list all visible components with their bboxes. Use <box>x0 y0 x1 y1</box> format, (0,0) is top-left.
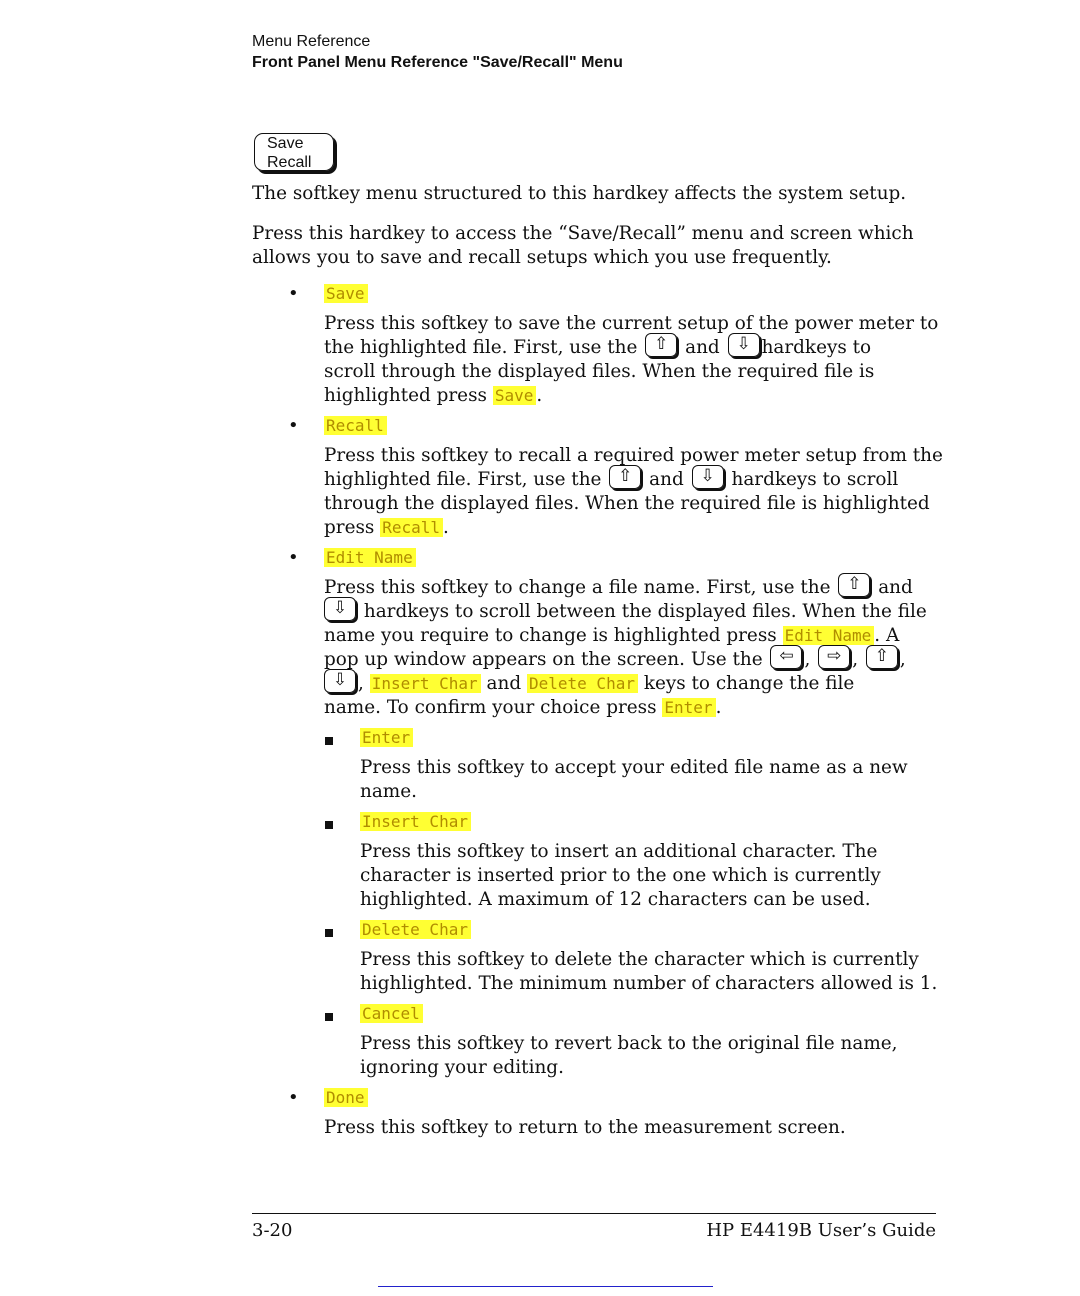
save-l2c: hardkeys to <box>761 337 872 358</box>
edit-l5 <box>324 672 854 696</box>
recall-softkey: Recall <box>324 416 387 435</box>
square-bullet-icon <box>325 737 333 745</box>
recall-l1: Press this softkey to recall a required power meter setup from the <box>324 445 943 466</box>
comma: , <box>899 649 906 670</box>
save-softkey-inline: Save <box>493 386 537 405</box>
save-softkey: Save <box>324 284 368 303</box>
up-arrow-key-icon: ⇧ <box>645 333 677 357</box>
up-arrow-key-icon: ⇧ <box>838 573 870 597</box>
edit-l2-text: hardkeys to scroll between the displayed files. When the file <box>363 601 927 622</box>
bullet-icon: • <box>288 1087 299 1108</box>
save-l1: Press this softkey to save the current setup of the power meter to <box>324 313 939 334</box>
bullet-icon: • <box>288 547 299 568</box>
edit-l3a: name you require to change is highlighted press <box>324 625 777 646</box>
recall-l4b: . <box>442 517 449 538</box>
edit-name-softkey-inline: Edit Name <box>783 626 875 645</box>
recall-l2b: and <box>649 469 684 490</box>
hardkey-line2: Recall <box>267 154 312 171</box>
comma: , <box>358 673 364 694</box>
recall-softkey-inline: Recall <box>380 518 443 537</box>
footer-rule <box>252 1213 936 1214</box>
save-l2 <box>324 336 871 360</box>
square-bullet-icon <box>325 929 333 937</box>
edit-l6 <box>324 696 721 720</box>
down-arrow-key-icon: ⇩ <box>324 597 356 621</box>
delete-l2: highlighted. The minimum number of characters allowed is 1. <box>360 973 938 994</box>
edit-name-softkey: Edit Name <box>324 548 416 567</box>
header-title: Front Panel Menu Reference "Save/Recall" Menu <box>252 54 623 71</box>
edit-l2 <box>324 600 927 624</box>
enter-l1: Press this softkey to accept your edited file name as a new <box>360 757 908 778</box>
cancel-l1: Press this softkey to revert back to the original file name, <box>360 1033 898 1054</box>
recall-l3: through the displayed files. When the required file is highlighted <box>324 493 930 514</box>
insert-char-softkey: Insert Char <box>360 812 471 831</box>
recall-l4a: press <box>324 517 375 538</box>
comma: , <box>852 649 859 670</box>
page-number: 3-20 <box>252 1220 293 1241</box>
edit-l1a: Press this softkey to change a file name. First, use the <box>324 577 831 598</box>
bullet-icon: • <box>288 283 299 304</box>
delete-char-softkey-inline: Delete Char <box>527 674 638 693</box>
delete-char-softkey: Delete Char <box>360 920 471 939</box>
cancel-softkey: Cancel <box>360 1004 423 1023</box>
intro-p2-l2: allows you to save and recall setups which you use frequently. <box>252 247 832 268</box>
edit-l6a: name. To confirm your choice press <box>324 697 657 718</box>
intro-p2-l1: Press this hardkey to access the “Save/Recall” menu and screen which <box>252 223 914 244</box>
edit-l5b: and <box>486 673 522 694</box>
recall-l2 <box>324 468 898 492</box>
up-arrow-key-icon: ⇧ <box>609 465 641 489</box>
header-section: Menu Reference <box>252 33 371 50</box>
edit-l5c: keys to change the file <box>643 673 855 694</box>
save-l3: scroll through the displayed files. When the required file is <box>324 361 875 382</box>
edit-l1b: and <box>878 577 913 598</box>
edit-l1 <box>324 576 913 600</box>
down-arrow-key-icon: ⇩ <box>728 333 760 357</box>
done-l1: Press this softkey to return to the measurement screen. <box>324 1117 846 1138</box>
guide-title: HP E4419B User’s Guide <box>706 1220 936 1241</box>
cancel-l2: ignoring your editing. <box>360 1057 564 1078</box>
done-softkey: Done <box>324 1088 368 1107</box>
save-l4 <box>324 384 542 408</box>
edit-l4 <box>324 648 906 672</box>
save-l4a: highlighted press <box>324 385 487 406</box>
hardkey-line1: Save <box>267 135 304 152</box>
recall-l2a: highlighted file. First, use the <box>324 469 602 490</box>
square-bullet-icon <box>325 1013 333 1021</box>
save-l4b: . <box>536 385 543 406</box>
recall-l2c: hardkeys to scroll <box>731 469 899 490</box>
intro-p1: The softkey menu structured to this hardkey affects the system setup. <box>252 183 907 204</box>
edit-l3 <box>324 624 899 648</box>
save-recall-hardkey <box>254 133 334 171</box>
right-arrow-key-icon: ⇨ <box>818 645 850 669</box>
enter-softkey-inline: Enter <box>662 698 715 717</box>
insert-char-softkey-inline: Insert Char <box>370 674 481 693</box>
enter-softkey: Enter <box>360 728 413 747</box>
save-l2b: and <box>685 337 720 358</box>
enter-l2: name. <box>360 781 417 802</box>
save-l2a: the highlighted file. First, use the <box>324 337 638 358</box>
edit-l4a: pop up window appears on the screen. Use the <box>324 649 763 670</box>
link-underline <box>378 1286 713 1287</box>
down-arrow-key-icon: ⇩ <box>692 465 724 489</box>
edit-l6b: . <box>715 697 722 718</box>
recall-l4 <box>324 516 449 540</box>
edit-l3b: . A <box>874 625 900 646</box>
up-arrow-key-icon: ⇧ <box>866 645 898 669</box>
down-arrow-key-icon: ⇩ <box>324 669 356 693</box>
comma: , <box>804 649 811 670</box>
bullet-icon: • <box>288 415 299 436</box>
delete-l1: Press this softkey to delete the character which is currently <box>360 949 919 970</box>
insert-l3: highlighted. A maximum of 12 characters can be used. <box>360 889 871 910</box>
insert-l2: character is inserted prior to the one which is currently <box>360 865 881 886</box>
square-bullet-icon <box>325 821 333 829</box>
insert-l1: Press this softkey to insert an additional character. The <box>360 841 878 862</box>
left-arrow-key-icon: ⇦ <box>770 645 802 669</box>
